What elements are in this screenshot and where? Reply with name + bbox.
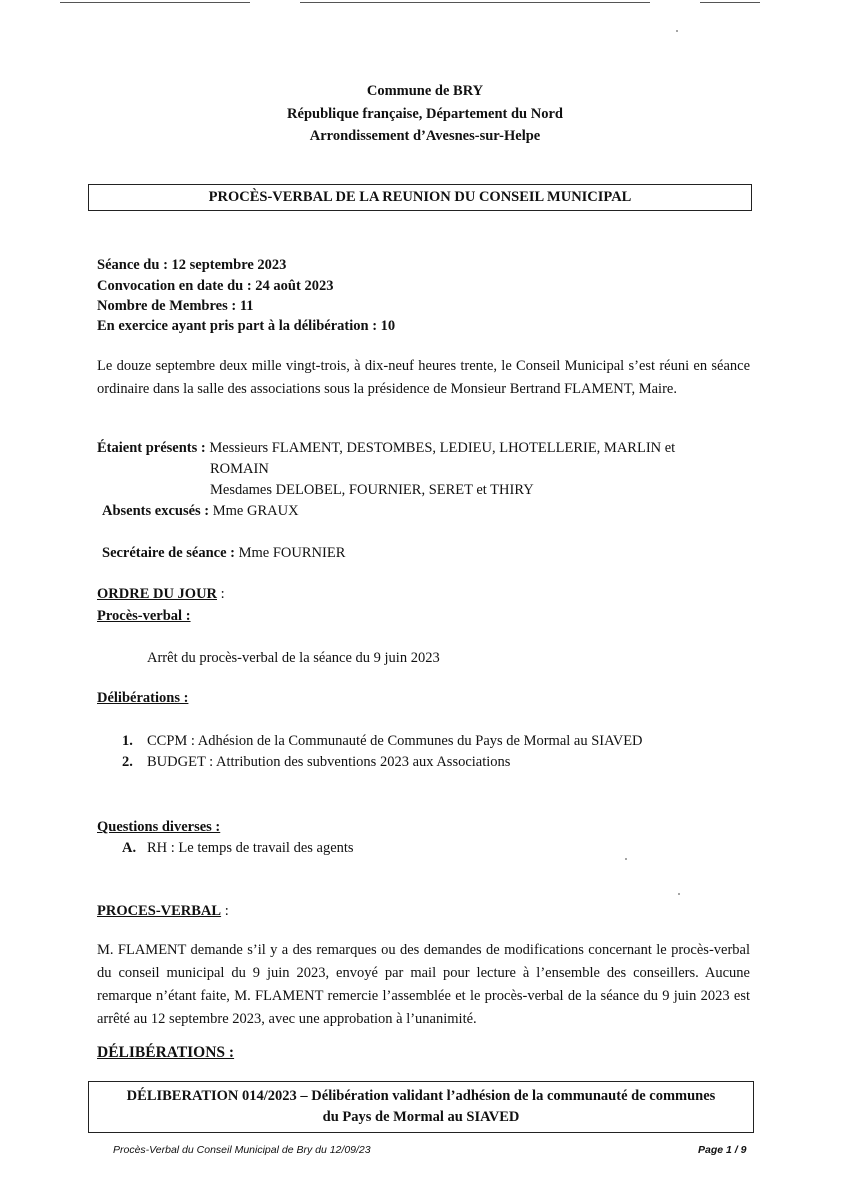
agenda-delib-item-text: CCPM : Adhésion de la Communauté de Communes du Pays de Mormal au SIAVED <box>147 733 643 749</box>
agenda-delib-item-text: BUDGET : Attribution des subventions 2023 aux Associations <box>147 754 511 770</box>
agenda-delib-item <box>122 733 762 750</box>
agenda-pv-title: Procès-verbal : <box>97 608 191 624</box>
presents-label: Étaient présents : <box>97 440 206 456</box>
footer-left: Procès-Verbal du Conseil Municipal de Bry du 12/09/23 <box>113 1144 371 1156</box>
members-count: Nombre de Membres : 11 <box>97 298 254 314</box>
scan-top-line <box>700 2 760 3</box>
agenda-questions-item-text: RH : Le temps de travail des agents <box>147 840 354 856</box>
secretaire-value: Mme FOURNIER <box>238 545 346 561</box>
scan-speck <box>676 30 678 32</box>
header-arrondissement: Arrondissement d’Avesnes-sur-Helpe <box>309 128 541 144</box>
agenda-delib-title: Délibérations : <box>97 690 189 706</box>
agenda-delib-item-number: 2. <box>122 754 133 770</box>
absents-line <box>102 503 299 520</box>
agenda-title: ORDRE DU JOUR <box>97 586 218 602</box>
footer-page-number: Page 1 / 9 <box>698 1144 747 1156</box>
presents-women: Mesdames DELOBEL, FOURNIER, SERET et THIRY <box>210 482 534 498</box>
pv-section-heading <box>97 903 229 920</box>
deliberation-title-line1: DÉLIBERATION 014/2023 – Délibération validant l’adhésion de la communauté de communes <box>126 1088 716 1104</box>
intro-paragraph: Le douze septembre deux mille vingt-trois, à dix-neuf heures trente, le Conseil Municipal s’est réuni en séance ordinaire dans la salle des associations sous la présidence de Monsieur Bertrand FLAMENT, Maire. <box>97 358 750 397</box>
scan-top-line <box>60 2 250 3</box>
pv-section-title-suffix: : <box>221 903 229 919</box>
scan-top-line <box>300 2 650 3</box>
seance-date: Séance du : 12 septembre 2023 <box>97 257 287 273</box>
agenda-questions-item <box>122 840 354 857</box>
agenda-pv-item: Arrêt du procès-verbal de la séance du 9 juin 2023 <box>147 650 440 666</box>
presents-men: Messieurs FLAMENT, DESTOMBES, LEDIEU, LHOTELLERIE, MARLIN et <box>209 440 676 456</box>
presents-men-continued: ROMAIN <box>210 461 269 477</box>
deliberations-title: DÉLIBÉRATIONS : <box>97 1044 235 1061</box>
presents-line <box>97 440 757 457</box>
agenda-delib-item-number: 1. <box>122 733 133 749</box>
pv-section-text: M. FLAMENT demande s’il y a des remarques ou des demandes de modifications concernant le procès-verbal du conseil municipal du 9 juin 2023, envoyé par mail pour lecture à l’ensemble des conseillers. Aucune remarque n’étant faite, M. FLAMENT remercie l’assemblée et le procès-verbal de la séance du 9 juin 2023 est arrêté au 12 septembre 2023, avec une approbation à l’unanimité. <box>97 942 750 1027</box>
voting-members: En exercice ayant pris part à la délibération : 10 <box>97 318 396 334</box>
header-republic: République française, Département du Nord <box>287 106 563 122</box>
agenda-questions-item-letter: A. <box>122 840 137 856</box>
header-commune: Commune de BRY <box>366 83 484 99</box>
scan-speck <box>678 893 680 895</box>
agenda-title-suffix: : <box>217 586 225 602</box>
absents-value: Mme GRAUX <box>212 503 299 519</box>
absents-label: Absents excusés : <box>102 503 210 519</box>
deliberation-title-line2: du Pays de Mormal au SIAVED <box>322 1109 520 1125</box>
agenda-questions-title: Questions diverses : <box>97 819 221 835</box>
pv-section-title: PROCES-VERBAL <box>97 903 222 919</box>
agenda-delib-item <box>122 754 762 771</box>
scan-speck <box>625 858 627 860</box>
agenda-heading <box>97 586 225 603</box>
convocation-date: Convocation en date du : 24 août 2023 <box>97 278 334 294</box>
secretaire-line <box>102 545 345 562</box>
document-title: PROCÈS-VERBAL DE LA REUNION DU CONSEIL MUNICIPAL <box>208 189 632 205</box>
secretaire-label: Secrétaire de séance : <box>102 545 235 561</box>
